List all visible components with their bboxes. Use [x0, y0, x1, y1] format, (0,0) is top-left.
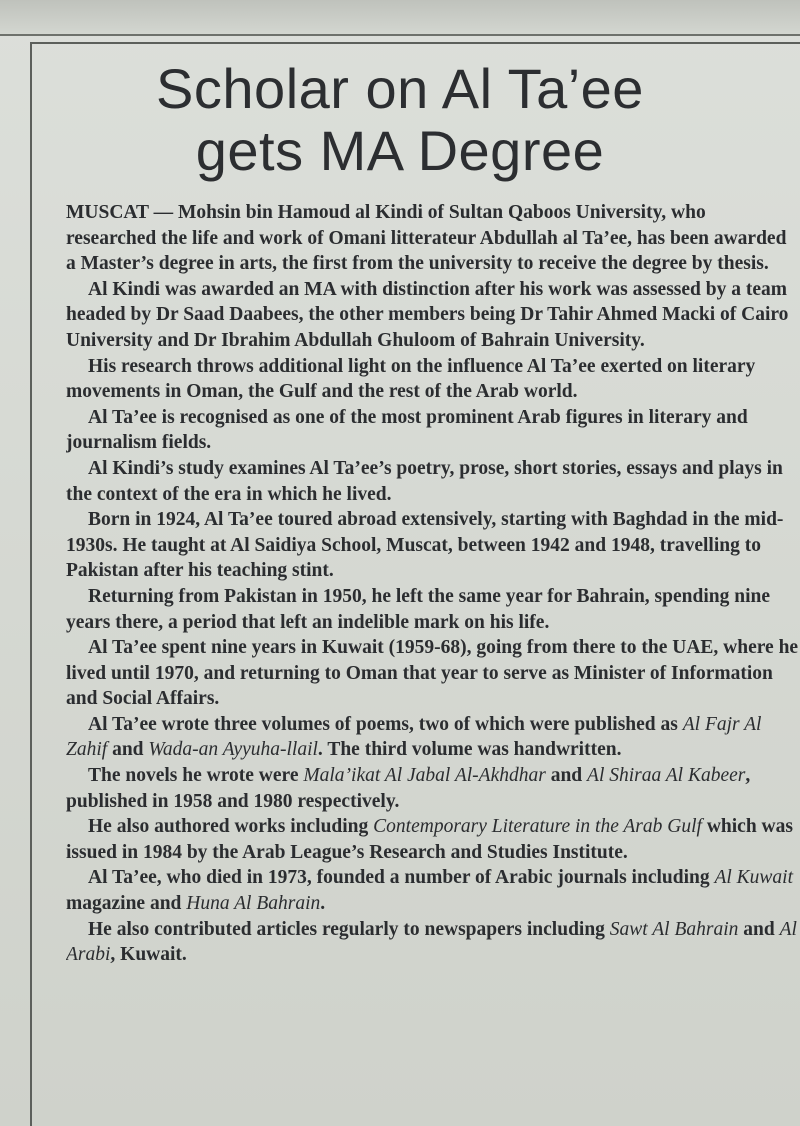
- italic-title: Al Arabi: [66, 918, 797, 966]
- italic-title: Huna Al Bahrain: [186, 893, 321, 915]
- article-paragraph: [66, 584, 800, 635]
- paragraph-text: which was issued in 1984 by the Arab League’s Research and Studies Institute.: [66, 816, 793, 863]
- article-paragraph: [66, 405, 800, 456]
- paragraph-text: He also authored works including: [88, 816, 374, 838]
- article-paragraph: [66, 456, 800, 507]
- paragraph-text: .: [320, 893, 326, 915]
- paragraph-text: and: [738, 918, 780, 940]
- headline-line-1: Scholar on Al Ta’ee: [156, 57, 644, 120]
- article-paragraph: [66, 354, 800, 405]
- paragraph-text: Al Ta’ee is recognised as one of the most prominent Arab figures in literary and journalism fields.: [66, 406, 748, 454]
- article-paragraph: [66, 507, 800, 584]
- paragraph-text: He also contributed articles regularly to newspapers including: [88, 918, 610, 940]
- article-paragraph: [66, 814, 800, 865]
- paragraph-text: Al Kindi’s study examines Al Ta’ee’s poetry, prose, short stories, essays and plays in the context of the era in which he lived.: [66, 457, 783, 505]
- italic-title: Al Shiraa Al Kabeer: [587, 765, 746, 787]
- article-paragraph: [66, 712, 800, 763]
- paragraph-text: magazine and: [66, 893, 187, 915]
- italic-title: Sawt Al Bahrain: [609, 918, 739, 940]
- paragraph-text: and: [107, 739, 149, 761]
- paragraph-text: Returning from Pakistan in 1950, he left the same year for Bahrain, spending nine years there, a period that left an indelible mark on his life.: [66, 585, 770, 633]
- article-paragraph: [66, 277, 800, 354]
- article-paragraph: [66, 635, 800, 712]
- page-top-edge: [0, 0, 800, 36]
- italic-title: Wada-an Ayyuha-llail: [148, 739, 318, 761]
- italic-title: Al Fajr Al Zahif: [66, 713, 762, 761]
- paragraph-text: Al Ta’ee wrote three volumes of poems, two of which were published as: [88, 713, 683, 735]
- article-headline: [40, 58, 760, 182]
- headline-line-2: gets MA Degree: [195, 119, 605, 182]
- italic-title: Mala’ikat Al Jabal Al-Akhdhar: [303, 765, 546, 787]
- paragraph-text: and: [545, 765, 588, 787]
- paragraph-text: , published in 1958 and 1980 respectively.: [66, 765, 751, 812]
- article-paragraph: [66, 200, 800, 277]
- article-body: [66, 200, 800, 1100]
- paragraph-text: . The third volume was handwritten.: [317, 739, 622, 761]
- paragraph-text: The novels he wrote were: [88, 765, 304, 787]
- article-paragraph: [66, 865, 800, 916]
- paragraph-text: Born in 1924, Al Ta’ee toured abroad extensively, starting with Baghdad in the mid-1930s. He taught at Al Saidiya School, Muscat, between 1942 and 1948, travelling to Pakistan after his teaching stint.: [66, 509, 784, 582]
- paragraph-text: Mohsin bin Hamoud al Kindi of Sultan Qaboos University, who researched the life and work of Omani litterateur Abdullah al Ta’ee, has been awarded a Master’s degree in arts, the first from the university to receive the degree by thesis.: [66, 202, 787, 275]
- dateline: MUSCAT —: [66, 202, 174, 223]
- article-paragraph: [66, 763, 800, 814]
- paragraph-text: Al Ta’ee, who died in 1973, founded a number of Arabic journals including: [88, 867, 715, 889]
- paragraph-text: His research throws additional light on the influence Al Ta’ee exerted on literary movements in Oman, the Gulf and the rest of the Arab world.: [66, 355, 756, 403]
- italic-title: Al Kuwait: [714, 867, 794, 889]
- article-paragraph: [66, 917, 800, 968]
- paragraph-text: Al Kindi was awarded an MA with distinction after his work was assessed by a team headed by Dr Saad Daabees, the other members being Dr Tahir Ahmed Macki of Cairo University and Dr Ibrahim Abdullah Ghuloom of Bahrain University.: [66, 278, 789, 351]
- paragraph-text: , Kuwait.: [110, 944, 187, 966]
- paragraph-text: Al Ta’ee spent nine years in Kuwait (1959-68), going from there to the UAE, where he lived until 1970, and returning to Oman that year to serve as Minister of Information and Social Affairs.: [66, 637, 799, 710]
- italic-title: Contemporary Literature in the Arab Gulf: [373, 816, 702, 838]
